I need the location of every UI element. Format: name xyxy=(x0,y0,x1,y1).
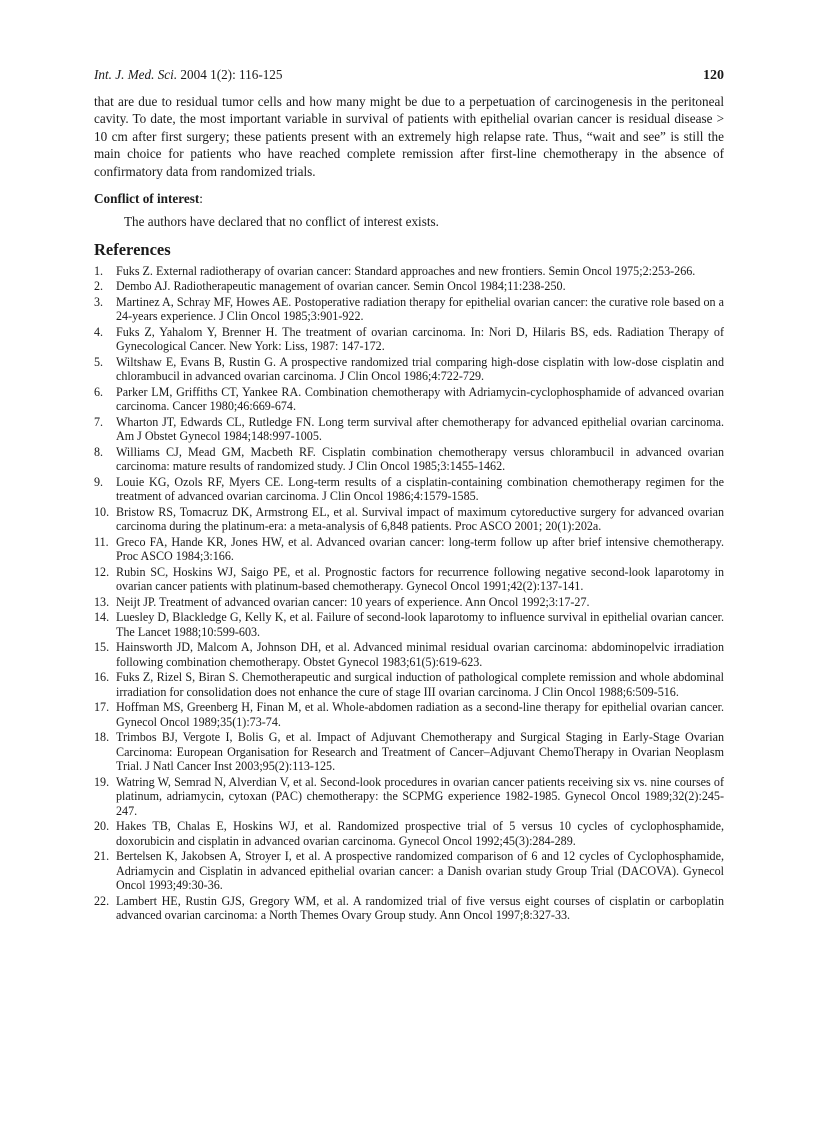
reference-number: 5. xyxy=(94,354,104,369)
reference-number: 19. xyxy=(94,774,110,789)
reference-number: 11. xyxy=(94,534,109,549)
reference-item xyxy=(94,279,724,294)
reference-text: Luesley D, Blackledge G, Kelly K, et al. Failure of second-look laparotomy to influence survival in epithelial ovarian cancer. The Lancet 1988;10:599-603. xyxy=(116,610,724,639)
reference-text: Wharton JT, Edwards CL, Rutledge FN. Long term survival after chemotherapy for advanced epithelial ovarian carcinoma. Am J Obstet Gynecol 1984;148:997-1005. xyxy=(116,414,724,444)
reference-text: Neijt JP. Treatment of advanced ovarian cancer: 10 years of experience. Ann Oncol 1992;3:17-27. xyxy=(116,594,590,609)
reference-number: 8. xyxy=(94,444,104,459)
reference-item xyxy=(94,385,724,414)
reference-item xyxy=(94,595,724,610)
reference-number: 1. xyxy=(94,264,104,279)
reference-text: Wiltshaw E, Evans B, Rustin G. A prospective randomized trial comparing high-dose cisplatin with low-dose cisplatin and chlorambucil in advanced ovarian carcinoma. J Clin Oncol 1986;4:722-729. xyxy=(116,354,724,384)
reference-number: 20. xyxy=(94,819,110,834)
reference-number: 9. xyxy=(94,474,104,489)
conflict-heading-colon: : xyxy=(199,191,203,207)
reference-item xyxy=(94,475,724,504)
reference-text: Fuks Z, Rizel S, Biran S. Chemotherapeutic and surgical induction of pathological complete remission and whole abdominal irradiation for consolidation does not enhance the cure of stage III ovarian carcinoma. J Clin Oncol 1988;6:509-516. xyxy=(116,670,724,699)
reference-text: Hakes TB, Chalas E, Hoskins WJ, et al. Randomized prospective trial of 5 versus 10 cycles of cyclophosphamide, doxorubicin and cisplatin in advanced ovarian carcinoma. Gynecol Oncol 1992;45(3):284-289. xyxy=(116,819,724,848)
reference-item xyxy=(94,775,724,819)
reference-item xyxy=(94,730,724,774)
citation: 2004 1(2): 116-125 xyxy=(180,67,283,82)
reference-number: 3. xyxy=(94,294,104,309)
reference-item xyxy=(94,325,724,354)
reference-item xyxy=(94,535,724,564)
reference-item xyxy=(94,505,724,534)
page-number: 120 xyxy=(703,68,724,83)
reference-text: Williams CJ, Mead GM, Macbeth RF. Cisplatin combination chemotherapy versus chlorambucil in advanced ovarian carcinoma: mature results of randomized study. J Clin Oncol 1985;3:1455-1462. xyxy=(116,444,724,474)
reference-item xyxy=(94,610,724,639)
reference-text: Watring W, Semrad N, Alverdian V, et al. Second-look procedures in ovarian cancer patients receiving six vs. nine courses of platinum, adriamycin, cytoxan (PAC) chemotherapy: the SCPMG experience 1982-1985. Gynecol Oncol 1989;32(2):245-247. xyxy=(116,774,724,818)
reference-text: Fuks Z, Yahalom Y, Brenner H. The treatment of ovarian carcinoma. In: Nori D, Hilaris BS, eds. Radiation Therapy of Gynecological Cancer. New York: Liss, 1987: 147-172. xyxy=(116,324,724,354)
conflict-heading-text: Conflict of interest xyxy=(94,191,200,207)
reference-number: 21. xyxy=(94,849,110,864)
reference-number: 13. xyxy=(94,594,110,609)
reference-item xyxy=(94,670,724,699)
reference-number: 17. xyxy=(94,700,110,714)
reference-text: Bertelsen K, Jakobsen A, Stroyer I, et al. A prospective randomized comparison of 6 and 12 cycles of Cyclophosphamide, Adriamycin and Cisplatin in advanced epithelial ovarian cancer: a Danish ovarian study Group Trial (DACOVA). Gynecol Oncol 1993;49:30-36. xyxy=(116,849,724,893)
reference-item xyxy=(94,355,724,384)
reference-number: 10. xyxy=(94,504,110,519)
reference-text: Parker LM, Griffiths CT, Yankee RA. Combination chemotherapy with Adriamycin-cyclophosphamide of advanced ovarian carcinoma. Cancer 1980;46:669-674. xyxy=(116,384,724,414)
reference-number: 15. xyxy=(94,640,110,655)
reference-text: Fuks Z. External radiotherapy of ovarian cancer: Standard approaches and new frontiers. Semin Oncol 1975;2:253-266. xyxy=(116,264,696,279)
reference-number: 12. xyxy=(94,564,110,579)
reference-item xyxy=(94,849,724,893)
reference-number: 2. xyxy=(94,279,104,294)
journal-citation xyxy=(94,66,283,84)
reference-text: Hoffman MS, Greenberg H, Finan M, et al. Whole-abdomen radiation as a second-line therapy for epithelial ovarian cancer. Gynecol Oncol 1989;35(1):73-74. xyxy=(116,700,724,729)
reference-text: Dembo AJ. Radiotherapeutic management of ovarian cancer. Semin Oncol 1984;11:238-250. xyxy=(116,279,566,294)
reference-text: Martinez A, Schray MF, Howes AE. Postoperative radiation therapy for epithelial ovarian cancer: the curative role based on a 24-years experience. J Clin Oncol 1985;3:901-922. xyxy=(116,294,724,324)
conflict-heading xyxy=(94,190,724,207)
reference-text: Hainsworth JD, Malcom A, Johnson DH, et al. Advanced minimal residual ovarian carcinoma: abdominopelvic irradiation following combination chemotherapy. Obstet Gynecol 1983;61(5):619-623. xyxy=(116,640,724,669)
journal-name: Int. J. Med. Sci. xyxy=(94,67,178,82)
reference-number: 22. xyxy=(94,893,110,908)
reference-number: 14. xyxy=(94,610,110,625)
reference-text: Louie KG, Ozols RF, Myers CE. Long-term results of a cisplatin-containing combination chemotherapy regimen for the treatment of advanced ovarian carcinoma. J Clin Oncol 1986;4:1579-1585. xyxy=(116,474,724,504)
reference-text: Lambert HE, Rustin GJS, Gregory WM, et al. A randomized trial of five versus eight courses of cisplatin or carboplatin advanced ovarian carcinoma: a North Themes Ovary Group study. Ann Oncol 1997;8:327-33. xyxy=(116,893,724,923)
reference-text: Trimbos BJ, Vergote I, Bolis G, et al. Impact of Adjuvant Chemotherapy and Surgical Staging in Early-Stage Ovarian Carcinoma: European Organisation for Research and Treatment of Cancer–Adjuvant ChemoTherapy in Ovarian Neoplasm Trial. J Natl Cancer Inst 2003;95(2):113-125. xyxy=(116,729,724,774)
reference-item xyxy=(94,565,724,594)
references-heading: References xyxy=(94,240,171,260)
running-head xyxy=(94,66,724,85)
reference-item xyxy=(94,819,724,848)
page xyxy=(94,66,724,924)
reference-number: 18. xyxy=(94,729,110,744)
reference-number: 6. xyxy=(94,384,104,399)
reference-item xyxy=(94,445,724,474)
reference-number: 4. xyxy=(94,324,104,339)
reference-item xyxy=(94,264,724,279)
references-list xyxy=(94,264,724,923)
body-paragraph: that are due to residual tumor cells and how many might be due to a perpetuation of carcinogenesis in the peritoneal cavity. To date, the most important variable in survival of patients with epithelial ovarian cancer is residual disease > 10 cm after first surgery; these patients present with an extremely high relapse rate. Thus, “wait and see” is still the main choice for patients who have reached complete remission after first-line chemotherapy in the absence of confirmatory data from randomized trials. xyxy=(94,94,724,179)
reference-item xyxy=(94,700,724,729)
reference-item xyxy=(94,415,724,444)
reference-number: 7. xyxy=(94,414,104,429)
reference-text: Greco FA, Hande KR, Jones HW, et al. Advanced ovarian cancer: long-term follow up after brief intensive chemotherapy. Proc ASCO 1984;3:166. xyxy=(116,534,724,564)
reference-item xyxy=(94,894,724,923)
reference-text: Bristow RS, Tomacruz DK, Armstrong EL, et al. Survival impact of maximum cytoreductive surgery for advanced ovarian carcinoma during the platinum-era: a meta-analysis of 6,848 patients. Proc ASCO 2001; 20(1):202a. xyxy=(116,504,724,534)
conflict-text: The authors have declared that no conflict of interest exists. xyxy=(124,214,439,230)
reference-text: Rubin SC, Hoskins WJ, Saigo PE, et al. Prognostic factors for recurrence following negative second-look laparotomy in ovarian cancer patients with platinum-based chemotherapy. Gynecol Oncol 1991;42(2):137-141. xyxy=(116,564,724,594)
reference-item xyxy=(94,640,724,669)
reference-number: 16. xyxy=(94,670,110,685)
reference-item xyxy=(94,295,724,324)
